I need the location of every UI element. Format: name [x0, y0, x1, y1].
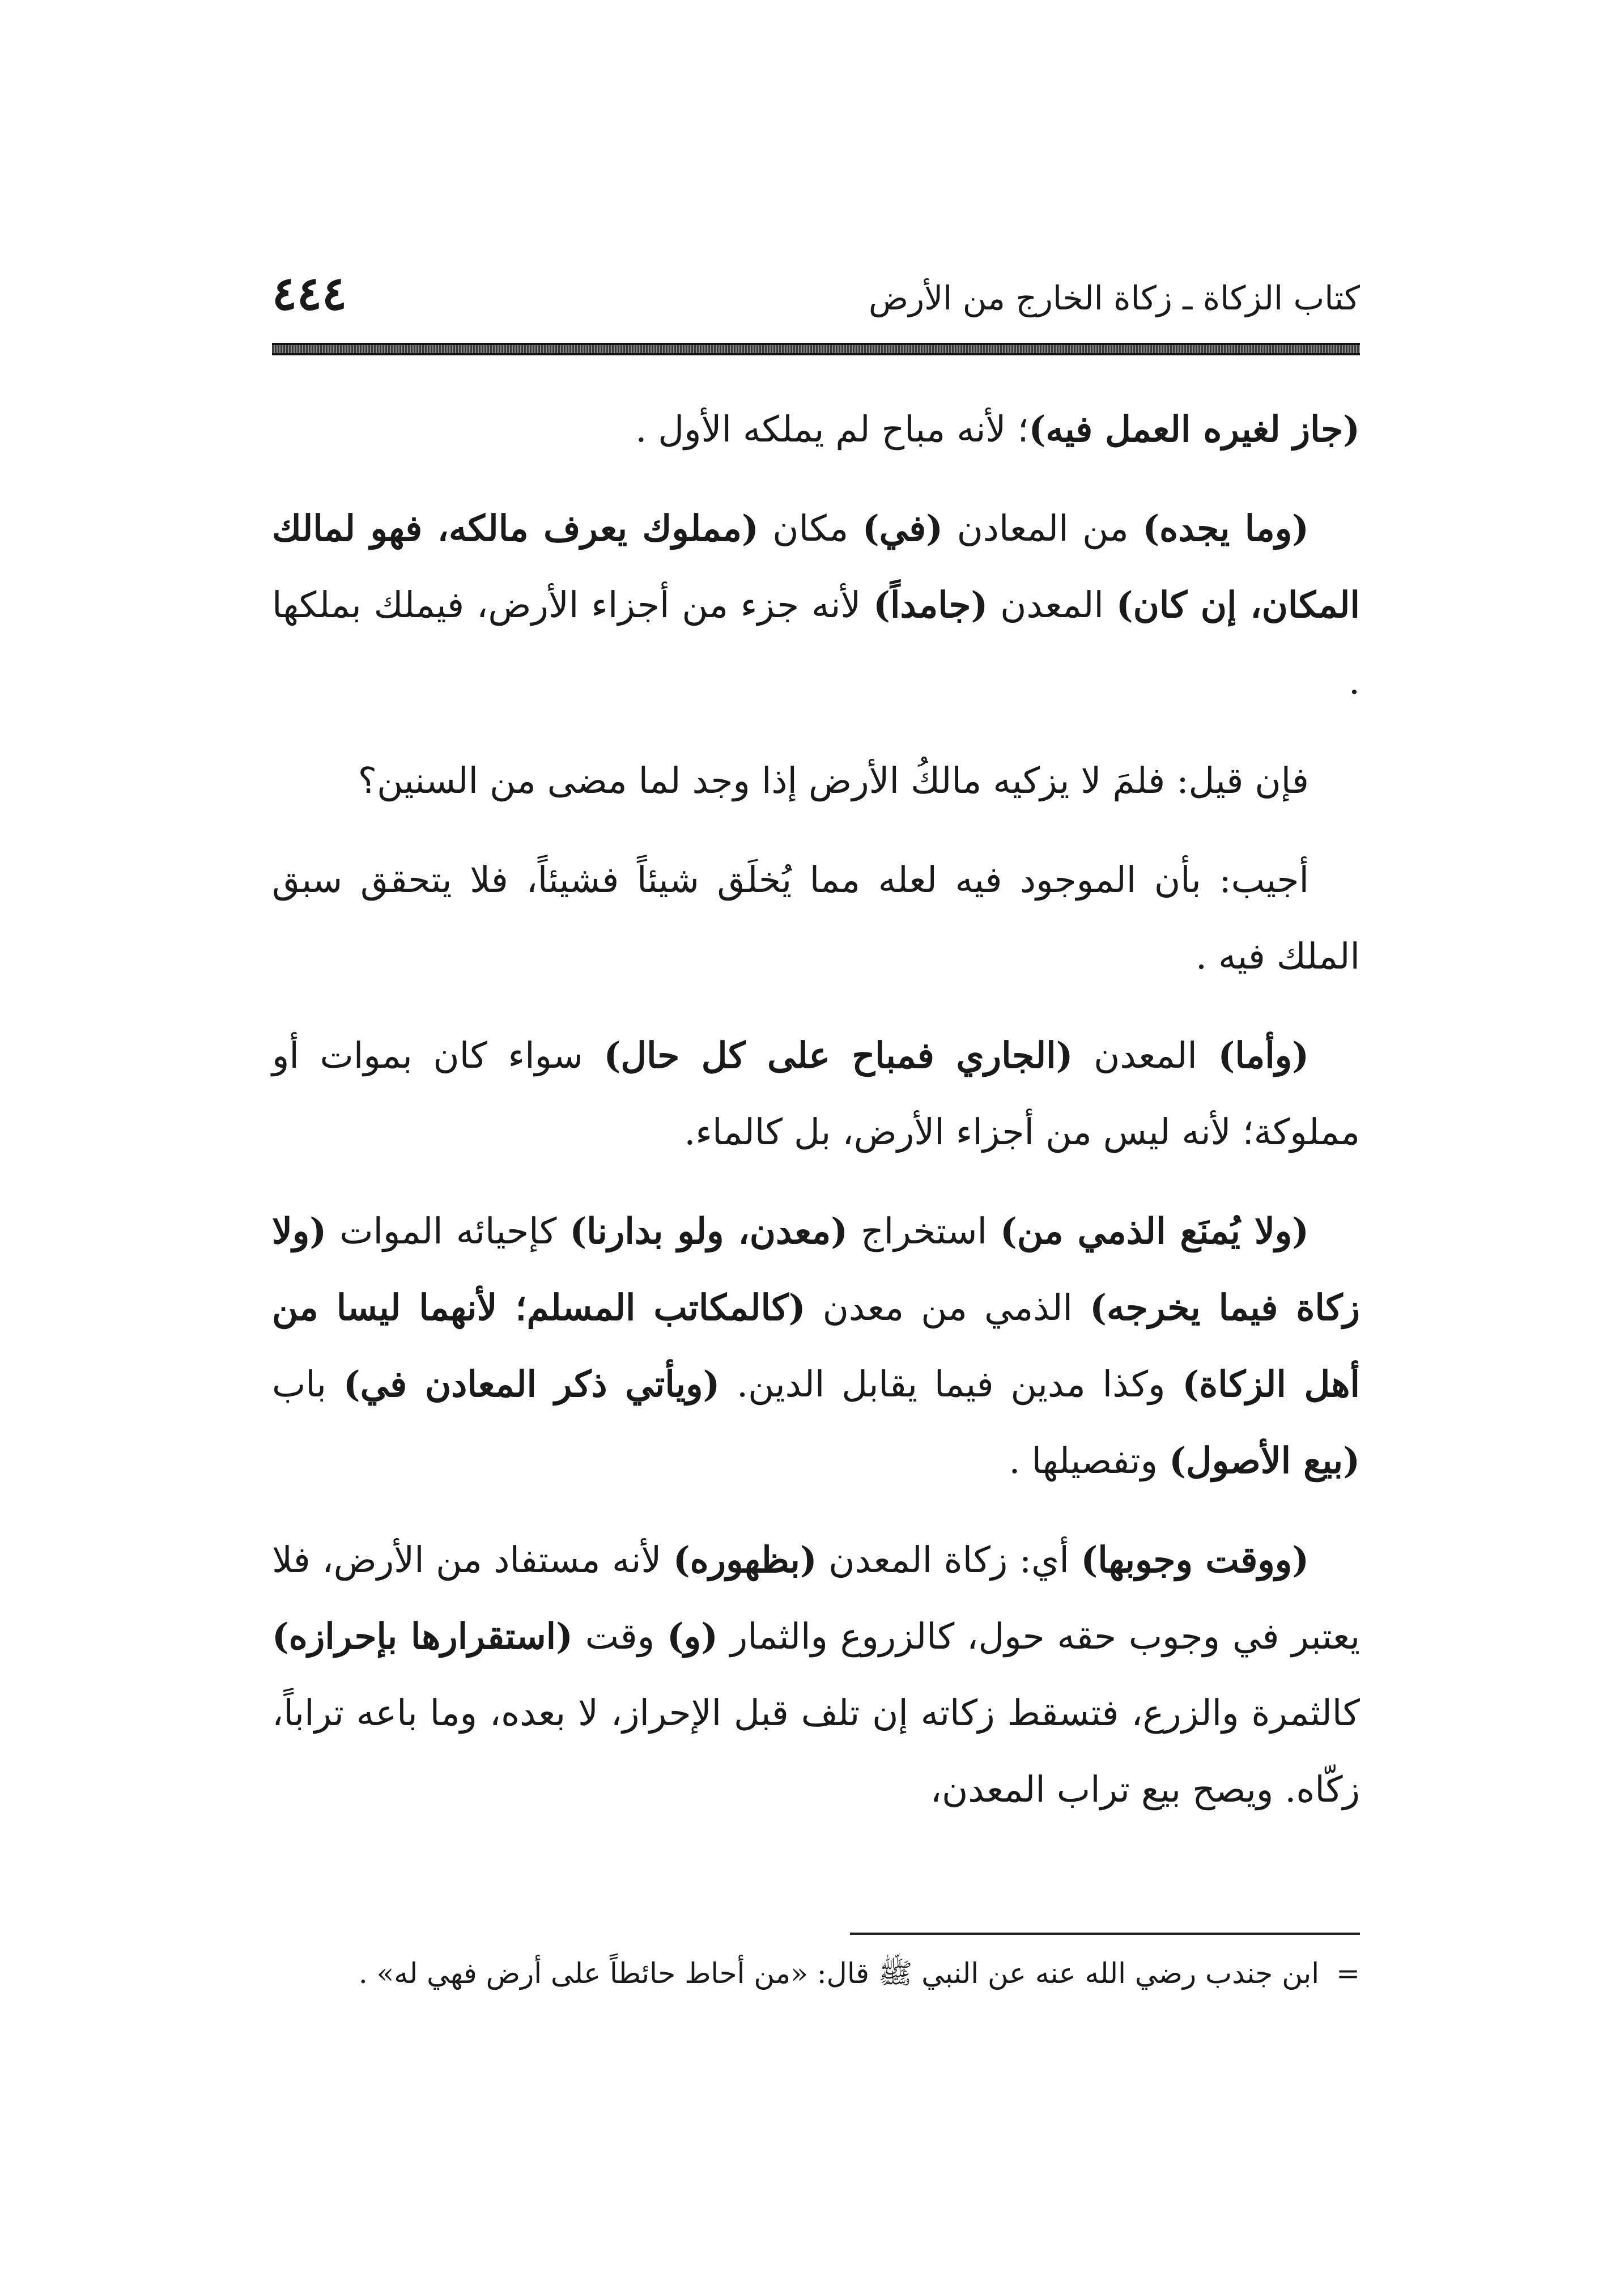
- matn-text: (وما يجده): [1142, 507, 1309, 549]
- sharh-text: المعدن: [1073, 1035, 1218, 1076]
- sharh-text: لأنه جزء من أجزاء الأرض، فيملك بملكها .: [272, 584, 1360, 702]
- matn-text: (ولا يُمنَع الذمي من): [1000, 1210, 1309, 1252]
- sharh-text: وتفصيلها .: [1009, 1440, 1170, 1481]
- page-header: [272, 266, 1360, 334]
- sharh-text: ؛ لأنه مباح لم يملكه الأول .: [635, 409, 1029, 450]
- matn-text: (ولا زكاة فيما يخرجه): [272, 1210, 1360, 1328]
- matn-text: (ويأتي ذكر المعادن في): [343, 1363, 720, 1405]
- paragraph-2: [272, 490, 1360, 720]
- sharh-text: من المعادن: [943, 508, 1143, 549]
- footnote-continuation-marker: =: [1336, 1957, 1360, 1990]
- sharh-text: الذمي من معدن: [805, 1287, 1090, 1328]
- matn-text: (بيع الأصول): [1169, 1440, 1360, 1481]
- matn-text: (ووقت وجوبها): [1081, 1539, 1310, 1581]
- matn-text: (معدن، ولو بدارنا): [569, 1210, 848, 1252]
- footnote: [272, 1948, 1360, 1998]
- sharh-text: كإحيائه الموات: [326, 1211, 570, 1252]
- matn-text: (مملوك يعرف مالكه، فهو لمالك المكان، إن كان): [272, 507, 1361, 626]
- paragraph-6: [272, 1193, 1360, 1499]
- sharh-text: لأنه مستفاد من الأرض، فلا يعتبر في وجوب حقه حول، كالزروع والثمار: [272, 1539, 1361, 1657]
- sharh-text: المعدن: [988, 584, 1116, 626]
- header-rule: [272, 343, 1360, 355]
- running-head: كتاب الزكاة ـ زكاة الخارج من الأرض: [868, 279, 1360, 317]
- matn-text: (جاز لغيره العمل فيه): [1028, 408, 1360, 450]
- page-number: ٤٤٤: [272, 266, 347, 321]
- matn-text: (استقرارها بإحرازه): [272, 1615, 573, 1657]
- matn-text: (كالمكاتب المسلم؛ لأنهما ليسا من أهل الزكاة): [272, 1286, 1360, 1405]
- sharh-text: أي: زكاة المعدن: [817, 1539, 1081, 1581]
- matn-text: (وأما): [1218, 1034, 1309, 1076]
- paragraph-4: أجيب: بأن الموجود فيه لعله مما يُخلَق شيئاً فشيئاً، فلا يتحقق سبق الملك فيه .: [272, 859, 1360, 977]
- footnote-text: ابن جندب رضي الله عنه عن النبي ﷺ قال: «من أحاط حائطاً على أرض فهي له» .: [358, 1957, 1320, 1990]
- paragraph-7: [272, 1522, 1360, 1828]
- matn-text: (جامداً): [873, 584, 988, 626]
- matn-text: (و): [666, 1615, 718, 1657]
- sharh-text: وقت: [572, 1616, 667, 1657]
- matn-text: (في): [862, 507, 943, 549]
- main-text: [272, 391, 1360, 1850]
- sharh-text: باب: [272, 1364, 343, 1405]
- sharh-text: مكان: [758, 508, 862, 549]
- footnote-rule: [850, 1933, 1360, 1935]
- sharh-text: كالثمرة والزرع، فتسقط زكاته إن تلف قبل الإحراز، لا بعده، وما باعه تراباً، زكّاه. ويصح بيع تراب المعدن،: [272, 1692, 1360, 1810]
- sharh-text: استخراج: [848, 1211, 1001, 1252]
- paragraph-3: فإن قيل: فلمَ لا يزكيه مالكُ الأرض إذا وجد لما مضى من السنين؟: [358, 760, 1309, 801]
- paragraph-1: [272, 391, 1360, 468]
- paragraph-5: [272, 1017, 1360, 1170]
- matn-text: (بظهوره): [673, 1539, 817, 1581]
- sharh-text: وكذا مدين فيما يقابل الدين.: [720, 1364, 1183, 1405]
- sharh-text: سواء كان بموات أو مملوكة؛ لأنه ليس من أجزاء الأرض، بل كالماء.: [272, 1035, 1360, 1153]
- matn-text: (الجاري فمباح على كل حال): [603, 1034, 1073, 1076]
